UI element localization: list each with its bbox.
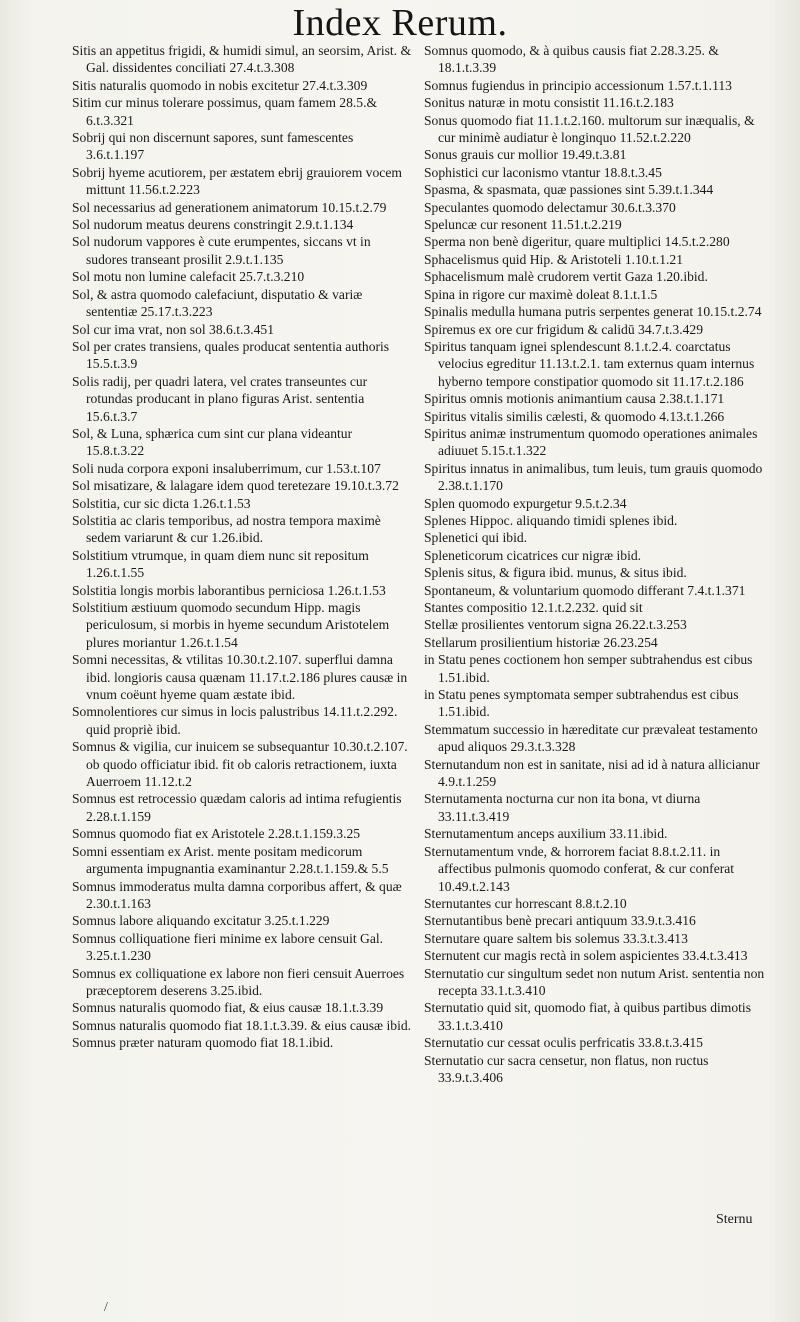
index-entry: Spasma, & spasmata, quæ passiones sint 5.39.t.1.344 [424,182,714,198]
index-entry: Soli nuda corpora exponi insaluberrimum, cur 1.53.t.107 [72,460,381,476]
index-entry: Somnus immoderatus multa damna corporibus affert, & quæ 2.30.t.1.163 [72,878,402,911]
index-entry: Speculantes quomodo delectamur 30.6.t.3.370 [424,199,676,215]
index-entry: Sol, & astra quomodo calefaciunt, disputatio & variæ sententiæ 25.17.t.3.223 [72,286,363,320]
index-entry: Splenis situs, & figura ibid. munus, & situs ibid. [424,565,687,581]
index-entry: Splenes Hippoc. aliquando timidi splenes ibid. [424,512,678,528]
index-entry: Sonus quomodo fiat 11.1.t.2.160. multorum sur inæqualis, & cur minimè audiatur è longinquo 11.52.t.2.220 [424,112,755,146]
index-entry: Splen quomodo expurgetur 9.5.t.2.34 [424,495,627,511]
index-entry: Sternutare quare saltem bis solemus 33.3.t.3.413 [424,930,688,946]
index-entry: Sternutent cur magis rectà in solem aspicientes 33.4.t.3.413 [424,948,748,964]
index-entry: Sol nudorum meatus deurens constringit 2.9.t.1.134 [72,217,354,233]
index-entry: Somnus naturalis quomodo fiat 18.1.t.3.39. & eius causæ ibid. [72,1017,412,1033]
index-entry: Somni necessitas, & vtilitas 10.30.t.2.107. superflui damna ibid. longioris causa quænam 11.17.t.2.186 plures causæ in vnum coëunt hyeme quam æstate ibid. [72,652,408,703]
index-entry: Sternutantes cur horrescant 8.8.t.2.10 [424,895,627,911]
index-entry: Sol necessarius ad generationem animatorum 10.15.t.2.79 [72,199,387,215]
index-entry: Sphacelismus quid Hip. & Aristoteli 1.10.t.1.21 [424,251,684,267]
index-entry: Sol motu non lumine calefacit 25.7.t.3.210 [72,269,305,285]
index-entry: Somnus præter naturam quomodo fiat 18.1.ibid. [72,1035,334,1051]
page-title: Index Rerum. [292,2,508,44]
index-entry: in Statu penes symptomata semper subtrahendus est cibus 1.51.ibid. [424,687,739,720]
index-entry: Spiremus ex ore cur frigidum & calidū 34.7.t.3.429 [424,321,703,337]
index-entry: Spiritus innatus in animalibus, tum leuis, tum grauis quomodo 2.38.t.1.170 [424,460,763,494]
index-entry: Somnus est retrocessio quædam caloris ad intima refugientis 2.28.t.1.159 [72,791,402,824]
index-entry: Sonitus naturæ in motu consistit 11.16.t.2.183 [424,95,674,111]
index-entry: Somnus ex colliquatione ex labore non fieri censuit Auerroes præceptorem deserens 3.25.ibid. [72,965,405,998]
index-entry: Sternutamentum vnde, & horrorem faciat 8.8.t.2.11. in affectibus pulmonis quomodo conferat, & cur conferat 10.49.t.2.143 [424,843,735,894]
index-entry: Spina in rigore cur maximè doleat 8.1.t.1.5 [424,286,658,302]
index-entry: Sternutamenta nocturna cur non ita bona, vt diurna 33.11.t.3.419 [424,791,701,824]
index-entry: Stellarum prosilientium historiæ 26.23.254 [424,634,658,650]
index-entry: Somnus colliquatione fieri minime ex labore censuit Gal. 3.25.t.1.230 [72,930,384,964]
index-entry: Sitim cur minus tolerare possimus, quam famem 28.5.& 6.t.3.321 [72,95,378,128]
index-entry: Stantes compositio 12.1.t.2.232. quid sit [424,600,643,615]
index-entry: Stellæ prosilientes ventorum signa 26.22.t.3.253 [424,617,687,633]
index-entry: Spiritus tanquam ignei splendescunt 8.1.t.2.4. coarctatus velocius egreditur 11.13.t.2.1. tam externus quam internus hyberno tempore constipatior quomodo sit 11.17.t.2.186 [424,338,755,389]
index-entry: Sitis naturalis quomodo in nobis excitetur 27.4.t.3.309 [72,77,368,93]
index-entry: Sol nudorum vappores è cute erumpentes, siccans vt in sudores transeant prosilit 2.9.t.1.135 [72,234,371,267]
index-entry: Somnus naturalis quomodo fiat, & eius causæ 18.1.t.3.39 [72,1000,384,1016]
index-entry: Somnus quomodo fiat ex Aristotele 2.28.t.1.159.3.25 [72,826,361,842]
index-entry: Solstitia longis morbis laborantibus perniciosa 1.26.t.1.53 [72,582,386,598]
index-entry: Spiritus omnis motionis animantium causa 2.38.t.1.171 [424,391,725,407]
index-entry: Sol misatizare, & lalagare idem quod teretezare 19.10.t.3.72 [72,478,399,494]
index-entry: Somni essentiam ex Arist. mente positam medicorum argumenta impugnantia examinantur 2.28.t.1.159.& 5.5 [72,843,389,877]
index-entry: Spiritus vitalis similis cælesti, & quomodo 4.13.t.1.266 [424,408,725,424]
catchword: Sternu [716,1212,753,1227]
index-entry: Solis radij, per quadri latera, vel crates transeuntes cur rotundas producant in plano figuras Arist. sententia 15.6.t.3.7 [72,373,368,424]
index-column-right [424,42,766,1086]
index-entry: Sitis an appetitus frigidi, & humidi simul, an seorsim, Arist. & Gal. dissidentes conciliati 27.4.t.3.308 [72,43,412,76]
index-entry: Somnus labore aliquando excitatur 3.25.t.1.229 [72,913,330,929]
index-entry: Sol per crates transiens, quales producat sententia authoris 15.5.t.3.9 [72,338,390,372]
index-entry: Sternutamentum anceps auxilium 33.11.ibid. [424,826,668,842]
index-entry: Sperma non benè digeritur, quare multiplici 14.5.t.2.280 [424,234,730,250]
index-entry: Sternutatio quid sit, quomodo fiat, à quibus partibus dimotis 33.1.t.3.410 [424,1000,751,1033]
index-entry: Somnus & vigilia, cur inuicem se subsequantur 10.30.t.2.107. ob quodo officiatur ibid. fit ob caloris retractionem, iuxta Auerroem 11.12.t.2 [72,739,408,790]
index-entry: Solstitium vtrumque, in quam diem nunc sit repositum 1.26.t.1.55 [72,547,369,581]
index-entry: Sol cur ima vrat, non sol 38.6.t.3.451 [72,321,275,337]
index-entry: in Statu penes coctionem hon semper subtrahendus est cibus 1.51.ibid. [424,652,753,685]
index-entry: Sol, & Luna, sphærica cum sint cur plana videantur 15.8.t.3.22 [72,425,353,459]
index-entry: Sternutantibus benè precari antiquum 33.9.t.3.416 [424,913,696,929]
index-entry: Spinalis medulla humana putris serpentes generat 10.15.t.2.74 [424,304,762,320]
index-entry: Splenetici qui ibid. [424,530,528,546]
index-column-left [72,42,412,1052]
index-entry: Solstitia, cur sic dicta 1.26.t.1.53 [72,495,251,511]
index-entry: Sternutandum non est in sanitate, nisi ad id à natura allicianur 4.9.t.1.259 [424,756,760,790]
index-entry: Spleneticorum cicatrices cur nigræ ibid. [424,547,642,563]
index-entry: Sphacelismum malè crudorem vertit Gaza 1.20.ibid. [424,269,708,285]
index-entry: Solstitia ac claris temporibus, ad nostra tempora maximè sedem variarunt & cur 1.26.ibid. [72,512,381,546]
margin-mark: / [104,1300,108,1315]
index-entry: Speluncæ cur resonent 11.51.t.2.219 [424,217,622,233]
index-entry: Sternutatio cur sacra censetur, non flatus, non ructus 33.9.t.3.406 [424,1052,709,1085]
index-entry: Solstitium æstiuum quomodo secundum Hipp. magis periculosum, si morbis in hyeme secundum Aristotelem plures moriantur 1.26.t.1.54 [72,600,390,650]
index-entry: Spiritus animæ instrumentum quomodo operationes animales adiuuet 5.15.t.1.322 [424,425,758,459]
index-entry: Somnus quomodo, & à quibus causis fiat 2.28.3.25. & 18.1.t.3.39 [424,43,719,76]
index-entry: Sternutatio cur cessat oculis perfricatis 33.8.t.3.415 [424,1035,703,1051]
index-entry: Sternutatio cur singultum sedet non nutum Arist. sententia non recepta 33.1.t.3.410 [424,965,765,998]
index-entry: Stemmatum successio in hæreditate cur prævaleat testamento apud aliquos 29.3.t.3.328 [424,721,758,755]
index-entry: Sobrij qui non discernunt sapores, sunt famescentes 3.6.t.1.197 [72,130,354,163]
index-entry: Sophistici cur laconismo vtantur 18.8.t.3.45 [424,164,662,180]
index-entry: Spontaneum, & voluntarium quomodo differant 7.4.t.1.371 [424,582,746,598]
index-entry: Somnus fugiendus in principio accessionum 1.57.t.1.113 [424,77,732,93]
index-entry: Somnolentiores cur simus in locis palustribus 14.11.t.2.292. quid propriè ibid. [72,704,398,737]
index-entry: Sobrij hyeme acutiorem, per æstatem ebrij grauiorem vocem mittunt 11.56.t.2.223 [72,164,402,198]
index-entry: Sonus grauis cur mollior 19.49.t.3.81 [424,147,627,163]
